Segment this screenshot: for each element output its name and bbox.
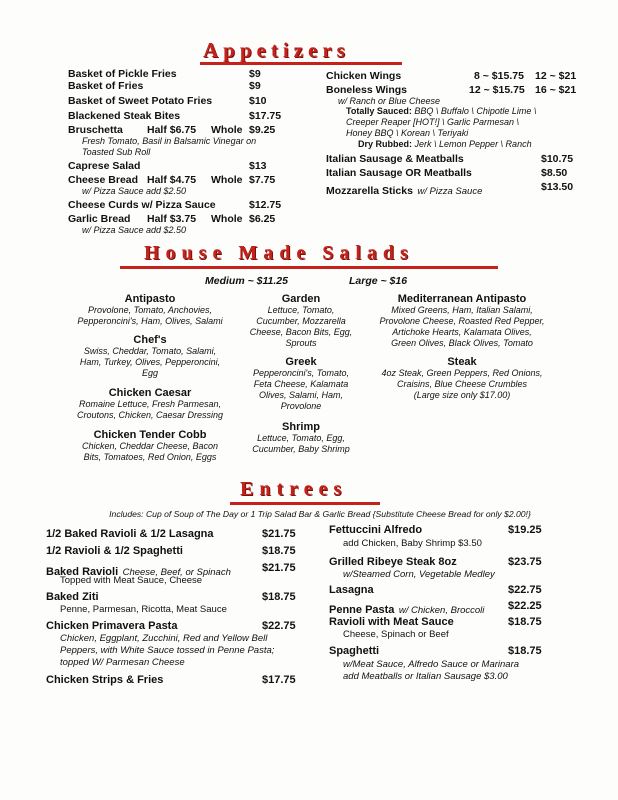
salads-heading: House Made Salads bbox=[144, 242, 414, 264]
entree-name: Ravioli with Meat Sauce bbox=[329, 616, 454, 628]
salad-desc: Artichoke Hearts, Kalamata Olives, bbox=[392, 327, 532, 337]
menu-item-desc: Toasted Sub Roll bbox=[82, 147, 151, 157]
menu-item-line bbox=[326, 181, 482, 199]
entree-inline-desc: w/ Chicken, Broccoli bbox=[398, 605, 485, 616]
entree-name: Lasagna bbox=[329, 584, 374, 596]
appetizers-underline bbox=[200, 62, 402, 65]
entree-inline-desc: Cheese, Beef, or Spinach bbox=[122, 567, 231, 578]
salad-steak bbox=[362, 356, 562, 401]
salad-chefs bbox=[60, 334, 240, 379]
menu-item-price: $10.75 bbox=[541, 153, 574, 165]
entree-price: $17.75 bbox=[262, 674, 296, 686]
menu-item-desc: w/ Pizza Sauce bbox=[417, 186, 483, 197]
salad-desc: Mixed Greens, Ham, Italian Salami, bbox=[391, 305, 533, 315]
entrees-note: Includes: Cup of Soup of The Day or 1 Trip Salad Bar & Garlic Bread {Substitute Cheese Bread for only $2.00!} bbox=[109, 509, 531, 519]
salad-name: Chicken Caesar bbox=[108, 387, 192, 399]
menu-item-name: Basket of Sweet Potato Fries bbox=[68, 95, 213, 107]
sauced-flavors: Creeper Reaper [HOT!] \ Garlic Parmesan \ bbox=[346, 117, 520, 127]
half-price: Half $3.75 bbox=[147, 213, 197, 225]
salad-greek bbox=[228, 356, 374, 412]
menu-item-name: Cheese Curds w/ Pizza Sauce bbox=[68, 199, 216, 211]
menu-item-price: $13.50 bbox=[541, 181, 574, 193]
menu-item-name: Blackened Steak Bites bbox=[68, 110, 181, 122]
menu-item-price: $8.50 bbox=[541, 167, 568, 179]
entree-price: $18.75 bbox=[262, 591, 296, 603]
salad-name: Greek bbox=[285, 356, 317, 368]
menu-item-desc: w/ Pizza Sauce add $2.50 bbox=[82, 225, 187, 235]
entree-price: $18.75 bbox=[508, 616, 542, 628]
entree-desc: add Meatballs or Italian Sausage $3.00 bbox=[343, 671, 508, 682]
entree-price: $21.75 bbox=[262, 562, 296, 574]
entree-price: $22.75 bbox=[262, 620, 296, 632]
entree-price: $21.75 bbox=[262, 528, 296, 540]
entree-price: $22.25 bbox=[508, 600, 542, 612]
salad-desc: 4oz Steak, Green Peppers, Red Onions, bbox=[381, 368, 543, 378]
entrees-heading: Entrees bbox=[240, 478, 348, 500]
half-price: Half $4.75 bbox=[147, 174, 197, 186]
menu-item-name: Bruschetta bbox=[68, 124, 123, 136]
sauced-line bbox=[346, 106, 536, 116]
menu-item-desc: Fresh Tomato, Basil in Balsamic Vinegar on bbox=[82, 136, 257, 146]
menu-item-name: Basket of Fries bbox=[68, 80, 144, 92]
entrees-underline bbox=[230, 502, 380, 505]
menu-item-name: Italian Sausage OR Meatballs bbox=[326, 167, 472, 179]
salad-large-price: Large ~ $16 bbox=[349, 275, 408, 287]
menu-item-price: $7.75 bbox=[249, 174, 276, 186]
entree-name: Penne Pasta bbox=[329, 604, 395, 616]
entree-price: $23.75 bbox=[508, 556, 542, 568]
entree-desc: Cheese, Spinach or Beef bbox=[343, 629, 449, 640]
salad-name: Chef's bbox=[133, 334, 167, 346]
entree-name: Chicken Strips & Fries bbox=[46, 674, 164, 686]
entree-desc: Penne, Parmesan, Ricotta, Meat Sauce bbox=[60, 604, 227, 615]
salad-name: Shrimp bbox=[282, 421, 320, 433]
wings-small-price: 8 ~ $15.75 bbox=[474, 70, 524, 82]
menu-item-name: Cheese Bread bbox=[68, 174, 139, 186]
wings-large-price: 12 ~ $21 bbox=[535, 70, 577, 82]
entree-desc: Peppers, with White Sauce tossed in Penne Pasta; bbox=[60, 645, 275, 656]
salad-desc: Ham, Turkey, Olives, Pepperoncini, bbox=[79, 357, 221, 367]
sauced-label: Totally Sauced: bbox=[346, 106, 412, 116]
salad-desc: Lettuce, Tomato, Egg, bbox=[257, 433, 345, 443]
entree-name: Chicken Primavera Pasta bbox=[46, 620, 178, 632]
salad-mediterranean bbox=[362, 293, 562, 349]
salad-name: Garden bbox=[281, 293, 321, 305]
salad-desc: Provolone bbox=[280, 401, 322, 411]
salad-desc: Cheese, Bacon Bits, Egg, bbox=[249, 327, 353, 337]
entree-price: $22.75 bbox=[508, 584, 542, 596]
salad-desc: Pepperoncini's, Ham, Olives, Salami bbox=[77, 316, 223, 326]
entree-name: 1/2 Ravioli & 1/2 Spaghetti bbox=[46, 545, 183, 557]
salad-cobb bbox=[60, 429, 240, 463]
salad-garden bbox=[228, 293, 374, 349]
salad-medium-price: Medium ~ $11.25 bbox=[205, 275, 288, 287]
entree-name: Baked Ravioli bbox=[46, 566, 119, 578]
entree-name: Fettuccini Alfredo bbox=[329, 524, 423, 536]
salad-desc: Croutons, Chicken, Caesar Dressing bbox=[76, 410, 224, 420]
entree-desc: w/Steamed Corn, Vegetable Medley bbox=[343, 569, 495, 580]
entree-desc: add Chicken, Baby Shrimp $3.50 bbox=[343, 538, 482, 549]
salad-desc: (Large size only $17.00) bbox=[413, 390, 511, 400]
menu-item-price: $10 bbox=[249, 95, 267, 107]
salad-desc: Sprouts bbox=[285, 338, 317, 348]
entree-name: Baked Ziti bbox=[46, 591, 99, 603]
boneless-large-price: 16 ~ $21 bbox=[535, 84, 577, 96]
salad-desc: Provolone, Tomato, Anchovies, bbox=[88, 305, 212, 315]
entree-price: $19.25 bbox=[508, 524, 542, 536]
menu-item-name: Garlic Bread bbox=[68, 213, 131, 225]
boneless-sub: w/ Ranch or Blue Cheese bbox=[338, 96, 441, 106]
wings-name: Chicken Wings bbox=[326, 70, 402, 82]
menu-item-price: $12.75 bbox=[249, 199, 282, 211]
dry-flavors: Jerk \ Lemon Pepper \ Ranch bbox=[414, 139, 532, 149]
dry-label: Dry Rubbed: bbox=[358, 139, 412, 149]
salad-desc: Swiss, Cheddar, Tomato, Salami, bbox=[83, 346, 217, 356]
entree-desc: Chicken, Eggplant, Zucchini, Red and Yellow Bell bbox=[60, 633, 268, 644]
entree-desc: Topped with Meat Sauce, Cheese bbox=[60, 575, 203, 586]
menu-item-name: Mozzarella Sticks bbox=[326, 185, 413, 197]
salad-name: Antipasto bbox=[124, 293, 176, 305]
salad-desc: Feta Cheese, Kalamata bbox=[253, 379, 349, 389]
salad-desc: Cucumber, Mozzarella bbox=[256, 316, 346, 326]
menu-item-price: $9.25 bbox=[249, 124, 276, 136]
menu-item-price: $13 bbox=[249, 160, 267, 172]
menu-item-price: $9 bbox=[249, 68, 261, 80]
menu-item-price: $9 bbox=[249, 80, 261, 92]
entree-price: $18.75 bbox=[508, 645, 542, 657]
sauced-flavors: Honey BBQ \ Korean \ Teriyaki bbox=[346, 128, 469, 138]
salad-antipasto bbox=[60, 293, 240, 327]
salads-underline bbox=[120, 266, 498, 269]
salad-desc: Craisins, Blue Cheese Crumbles bbox=[396, 379, 528, 389]
menu-item-name: Italian Sausage & Meatballs bbox=[326, 153, 464, 165]
whole-label: Whole bbox=[211, 174, 243, 186]
entree-name: 1/2 Baked Ravioli & 1/2 Lasagna bbox=[46, 528, 214, 540]
menu-item-desc: w/ Pizza Sauce add $2.50 bbox=[82, 186, 187, 196]
salad-desc: Romaine Lettuce, Fresh Parmesan, bbox=[78, 399, 222, 409]
salad-shrimp bbox=[228, 421, 374, 455]
sauced-flavors: BBQ \ Buffalo \ Chipotle Lime \ bbox=[414, 106, 537, 116]
entree-name: Grilled Ribeye Steak 8oz bbox=[329, 556, 457, 568]
whole-label: Whole bbox=[211, 124, 243, 136]
entree-price: $18.75 bbox=[262, 545, 296, 557]
salad-name: Mediterranean Antipasto bbox=[397, 293, 527, 305]
salad-desc: Green Olives, Black Olives, Tomato bbox=[391, 338, 533, 348]
entree-name: Spaghetti bbox=[329, 645, 380, 657]
salad-name: Steak bbox=[447, 356, 477, 368]
boneless-small-price: 12 ~ $15.75 bbox=[469, 84, 525, 96]
salad-desc: Chicken, Cheddar Cheese, Bacon bbox=[81, 441, 219, 451]
entree-desc: w/Meat Sauce, Alfredo Sauce or Marinara bbox=[343, 659, 520, 670]
whole-label: Whole bbox=[211, 213, 243, 225]
appetizers-heading: Appetizers bbox=[203, 38, 350, 62]
salad-desc: Pepperoncini's, Tomato, bbox=[253, 368, 349, 378]
menu-item-price: $6.25 bbox=[249, 213, 276, 225]
boneless-name: Boneless Wings bbox=[326, 84, 408, 96]
half-price: Half $6.75 bbox=[147, 124, 197, 136]
salad-desc: Cucumber, Baby Shrimp bbox=[252, 444, 350, 454]
salad-desc: Lettuce, Tomato, bbox=[267, 305, 335, 315]
salad-desc: Provolone Cheese, Roasted Red Pepper, bbox=[379, 316, 545, 326]
menu-item-name: Basket of Pickle Fries bbox=[68, 68, 177, 80]
salad-chicken-caesar bbox=[60, 387, 240, 421]
menu-item-price: $17.75 bbox=[249, 110, 282, 122]
salad-desc: Olives, Salami, Ham, bbox=[258, 390, 344, 400]
entree-desc: topped W/ Parmesan Cheese bbox=[60, 657, 185, 668]
salad-name: Chicken Tender Cobb bbox=[93, 429, 207, 441]
dry-rub-line bbox=[358, 139, 532, 149]
salad-desc: Bits, Tomatoes, Red Onion, Eggs bbox=[83, 452, 217, 462]
menu-item-name: Caprese Salad bbox=[68, 160, 141, 172]
salad-desc: Egg bbox=[141, 368, 158, 378]
